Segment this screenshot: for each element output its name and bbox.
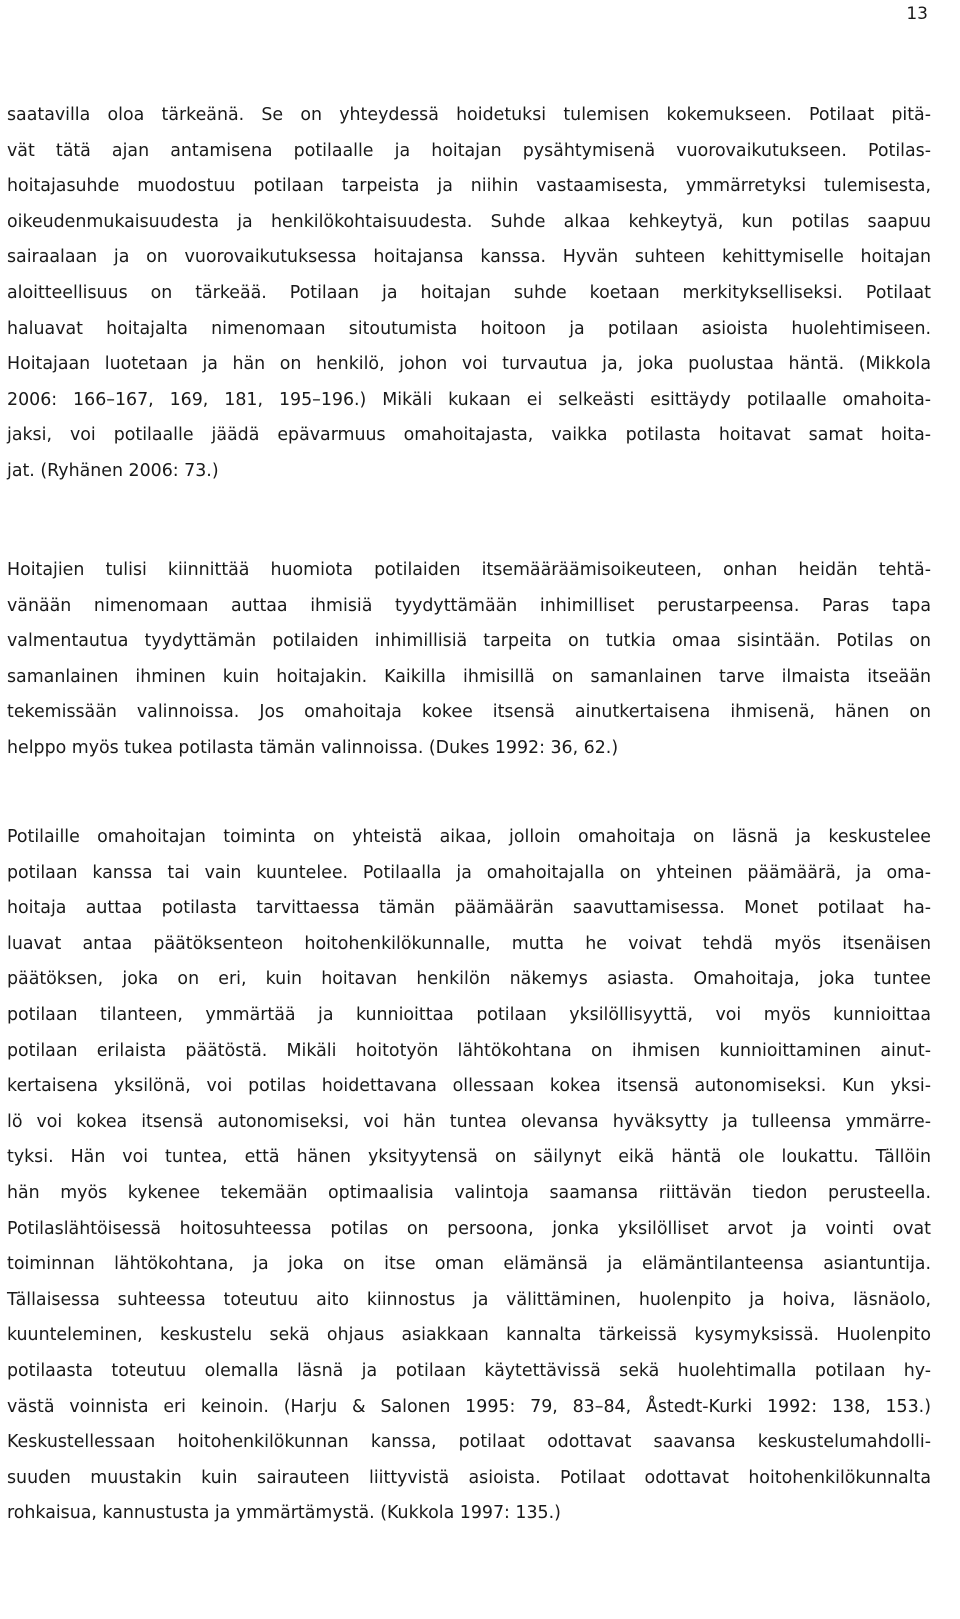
text-line: suuden muustakin kuin sairauteen liittyvistä asioista. Potilaat odottavat hoitohenkilökunnalta <box>7 1467 931 1488</box>
paragraph-1 <box>7 98 931 490</box>
text-line: saatavilla oloa tärkeänä. Se on yhteydessä hoidetuksi tulemisen kokemukseen. Potilaat pitä- <box>7 105 931 125</box>
text-line: toiminnan lähtökohtana, ja joka on itse oman elämänsä ja elämäntilanteensa asiantuntija. <box>7 1254 931 1275</box>
text-line: tyksi. Hän voi tuntea, että hänen yksityytensä on säilynyt eikä häntä ole loukattu. Tällöin <box>7 1147 931 1168</box>
text-line: lö voi kokea itsensä autonomiseksi, voi hän tuntea olevansa hyväksytty ja tulleensa ymmärre- <box>7 1111 931 1132</box>
text-line: hoitaja auttaa potilasta tarvittaessa tämän päämäärän saavuttamisessa. Monet potilaat ha- <box>7 898 931 919</box>
text-line: kuunteleminen, keskustelu sekä ohjaus asiakkaan kannalta tärkeissä kysymyksissä. Huolenpito <box>7 1325 931 1346</box>
text-line: potilaasta toteutuu olemalla läsnä ja potilaan käytettävissä sekä huolehtimalla potilaan hy- <box>7 1360 931 1381</box>
text-line: Tällaisessa suhteessa toteutuu aito kiinnostus ja välittäminen, huolenpito ja hoiva, läsnäolo, <box>7 1289 931 1310</box>
text-line: valmentautua tyydyttämän potilaiden inhimillisiä tarpeita on tutkia omaa sisintään. Potilas on <box>7 631 931 652</box>
paragraph-3 <box>7 820 931 1532</box>
text-line: potilaan tilanteen, ymmärtää ja kunnioittaa potilaan yksilöllisyyttä, voi myös kunnioittaa <box>7 1004 931 1025</box>
text-line: vät tätä ajan antamisena potilaalle ja hoitajan pysähtymisenä vuorovaikutukseen. Potilas- <box>7 140 931 161</box>
text-line: vänään nimenomaan auttaa ihmisiä tyydyttämään inhimilliset perustarpeensa. Paras tapa <box>7 595 931 616</box>
text-line: samanlainen ihminen kuin hoitajakin. Kaikilla ihmisillä on samanlainen tarve ilmaista itseään <box>7 666 931 687</box>
text-line: Potilaille omahoitajan toiminta on yhteistä aikaa, jolloin omahoitaja on läsnä ja keskustelee <box>7 827 931 847</box>
text-line: oikeudenmukaisuudesta ja henkilökohtaisuudesta. Suhde alkaa kehkeytyä, kun potilas saapuu <box>7 211 931 232</box>
text-line: potilaan erilaista päätöstä. Mikäli hoitotyön lähtökohtana on ihmisen kunnioittaminen ainut- <box>7 1040 931 1061</box>
text-line: västä voinnista eri keinoin. (Harju & Salonen 1995: 79, 83–84, Åstedt-Kurki 1992: 138, 153.) <box>7 1396 931 1417</box>
text-line: kertaisena yksilönä, voi potilas hoidettavana ollessaan kokea itsensä autonomiseksi. Kun yksi- <box>7 1076 931 1097</box>
text-line: päätöksen, joka on eri, kuin hoitavan henkilön näkemys asiasta. Omahoitaja, joka tuntee <box>7 969 931 990</box>
text-line: Potilaslähtöisessä hoitosuhteessa potilas on persoona, jonka yksilölliset arvot ja vointi ovat <box>7 1218 931 1239</box>
text-line: Hoitajaan luotetaan ja hän on henkilö, johon voi turvautua ja, joka puolustaa häntä. (Mikkola <box>7 354 931 375</box>
text-line: potilaan kanssa tai vain kuuntelee. Potilaalla ja omahoitajalla on yhteinen päämäärä, ja oma- <box>7 862 931 883</box>
text-line: 2006: 166–167, 169, 181, 195–196.) Mikäli kukaan ei selkeästi esittäydy potilaalle omahoita- <box>7 389 931 410</box>
text-line: sairaalaan ja on vuorovaikutuksessa hoitajansa kanssa. Hyvän suhteen kehittymiselle hoitajan <box>7 247 931 268</box>
text-line: haluavat hoitajalta nimenomaan sitoutumista hoitoon ja potilaan asioista huolehtimiseen. <box>7 318 931 339</box>
text-line: rohkaisua, kannustusta ja ymmärtämystä. (Kukkola 1997: 135.) <box>7 1503 561 1524</box>
text-line: jat. (Ryhänen 2006: 73.) <box>7 460 219 481</box>
paragraph-2 <box>7 553 931 767</box>
text-line: aloitteellisuus on tärkeää. Potilaan ja hoitajan suhde koetaan merkitykselliseksi. Potilaat <box>7 282 931 303</box>
text-line: tekemissään valinnoissa. Jos omahoitaja kokee itsensä ainutkertaisena ihmisenä, hänen on <box>7 702 931 723</box>
text-line: helppo myös tukea potilasta tämän valinnoissa. (Dukes 1992: 36, 62.) <box>7 737 619 758</box>
text-line: hoitajasuhde muodostuu potilaan tarpeista ja niihin vastaamisesta, ymmärretyksi tulemisesta, <box>7 176 931 197</box>
text-line: hän myös kykenee tekemään optimaalisia valintoja saamansa riittävän tiedon perusteella. <box>7 1182 931 1203</box>
text-line: Hoitajien tulisi kiinnittää huomiota potilaiden itsemääräämisoikeuteen, onhan heidän tehtä- <box>7 560 931 580</box>
page-number: 13 <box>906 4 928 24</box>
text-line: luavat antaa päätöksenteon hoitohenkilökunnalle, mutta he voivat tehdä myös itsenäisen <box>7 933 931 954</box>
text-line: Keskustellessaan hoitohenkilökunnan kanssa, potilaat odottavat saavansa keskustelumahdolli- <box>7 1432 931 1453</box>
text-line: jaksi, voi potilaalle jäädä epävarmuus omahoitajasta, vaikka potilasta hoitavat samat hoita- <box>7 425 931 446</box>
